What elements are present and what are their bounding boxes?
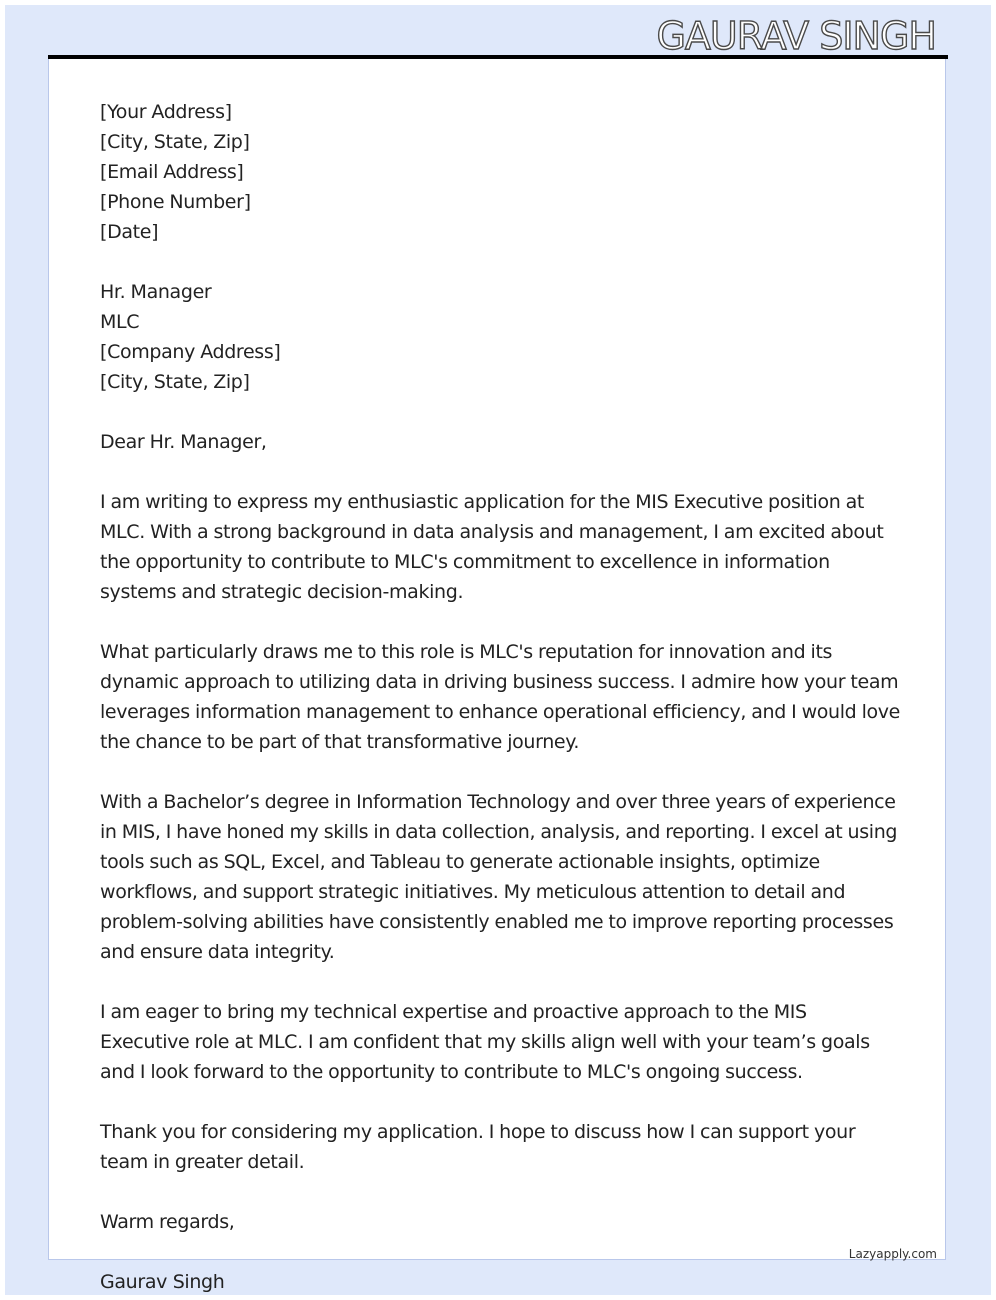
letter-date: [Date] (100, 221, 159, 243)
sender-phone: [Phone Number] (100, 191, 251, 213)
closing: Warm regards, (100, 1211, 235, 1233)
recipient-city-state-zip: [City, State, Zip] (100, 371, 250, 393)
body-paragraph-3: With a Bachelor’s degree in Information Technology and over three years of experience in MIS, I have honed my skills in data collection, analysis, and reporting. I excel at using tools such as SQL, Excel, and Tableau to generate actionable insights, optimize workflows, and support strategic initiatives. My meticulous attention to detail and problem-solving abilities have consistently enabled me to improve reporting processes and ensure data integrity. (100, 791, 898, 963)
recipient-address: [Company Address] (100, 341, 281, 363)
cover-letter-body (100, 97, 900, 1267)
signature-name: Gaurav Singh (100, 1271, 225, 1293)
recipient-title: Hr. Manager (100, 281, 212, 303)
sender-address: [Your Address] (100, 101, 232, 123)
sender-email: [Email Address] (100, 161, 244, 183)
footer-brand-link[interactable]: Lazyapply.com (848, 1247, 937, 1261)
sender-block (100, 97, 900, 247)
salutation: Dear Hr. Manager, (100, 431, 267, 453)
recipient-company: MLC (100, 311, 140, 333)
body-paragraph-1: I am writing to express my enthusiastic application for the MIS Executive position at MLC. With a strong background in data analysis and management, I am excited about the opportunity to contribute to MLC's commitment to excellence in information systems and strategic decision-making. (100, 491, 884, 603)
body-paragraph-2: What particularly draws me to this role is MLC's reputation for innovation and its dynamic approach to utilizing data in driving business success. I admire how your team leverages information management to enhance operational efficiency, and I would love the chance to be part of that transformative journey. (100, 641, 901, 753)
sender-city-state-zip: [City, State, Zip] (100, 131, 250, 153)
recipient-block (100, 277, 900, 397)
body-paragraph-4: I am eager to bring my technical expertise and proactive approach to the MIS Executive role at MLC. I am confident that my skills align well with your team’s goals and I look forward to the opportunity to contribute to MLC's ongoing success. (100, 1001, 870, 1083)
body-paragraph-5: Thank you for considering my application. I hope to discuss how I can support your team in greater detail. (100, 1121, 856, 1173)
applicant-name-header: GAURAV SINGH (656, 14, 936, 58)
